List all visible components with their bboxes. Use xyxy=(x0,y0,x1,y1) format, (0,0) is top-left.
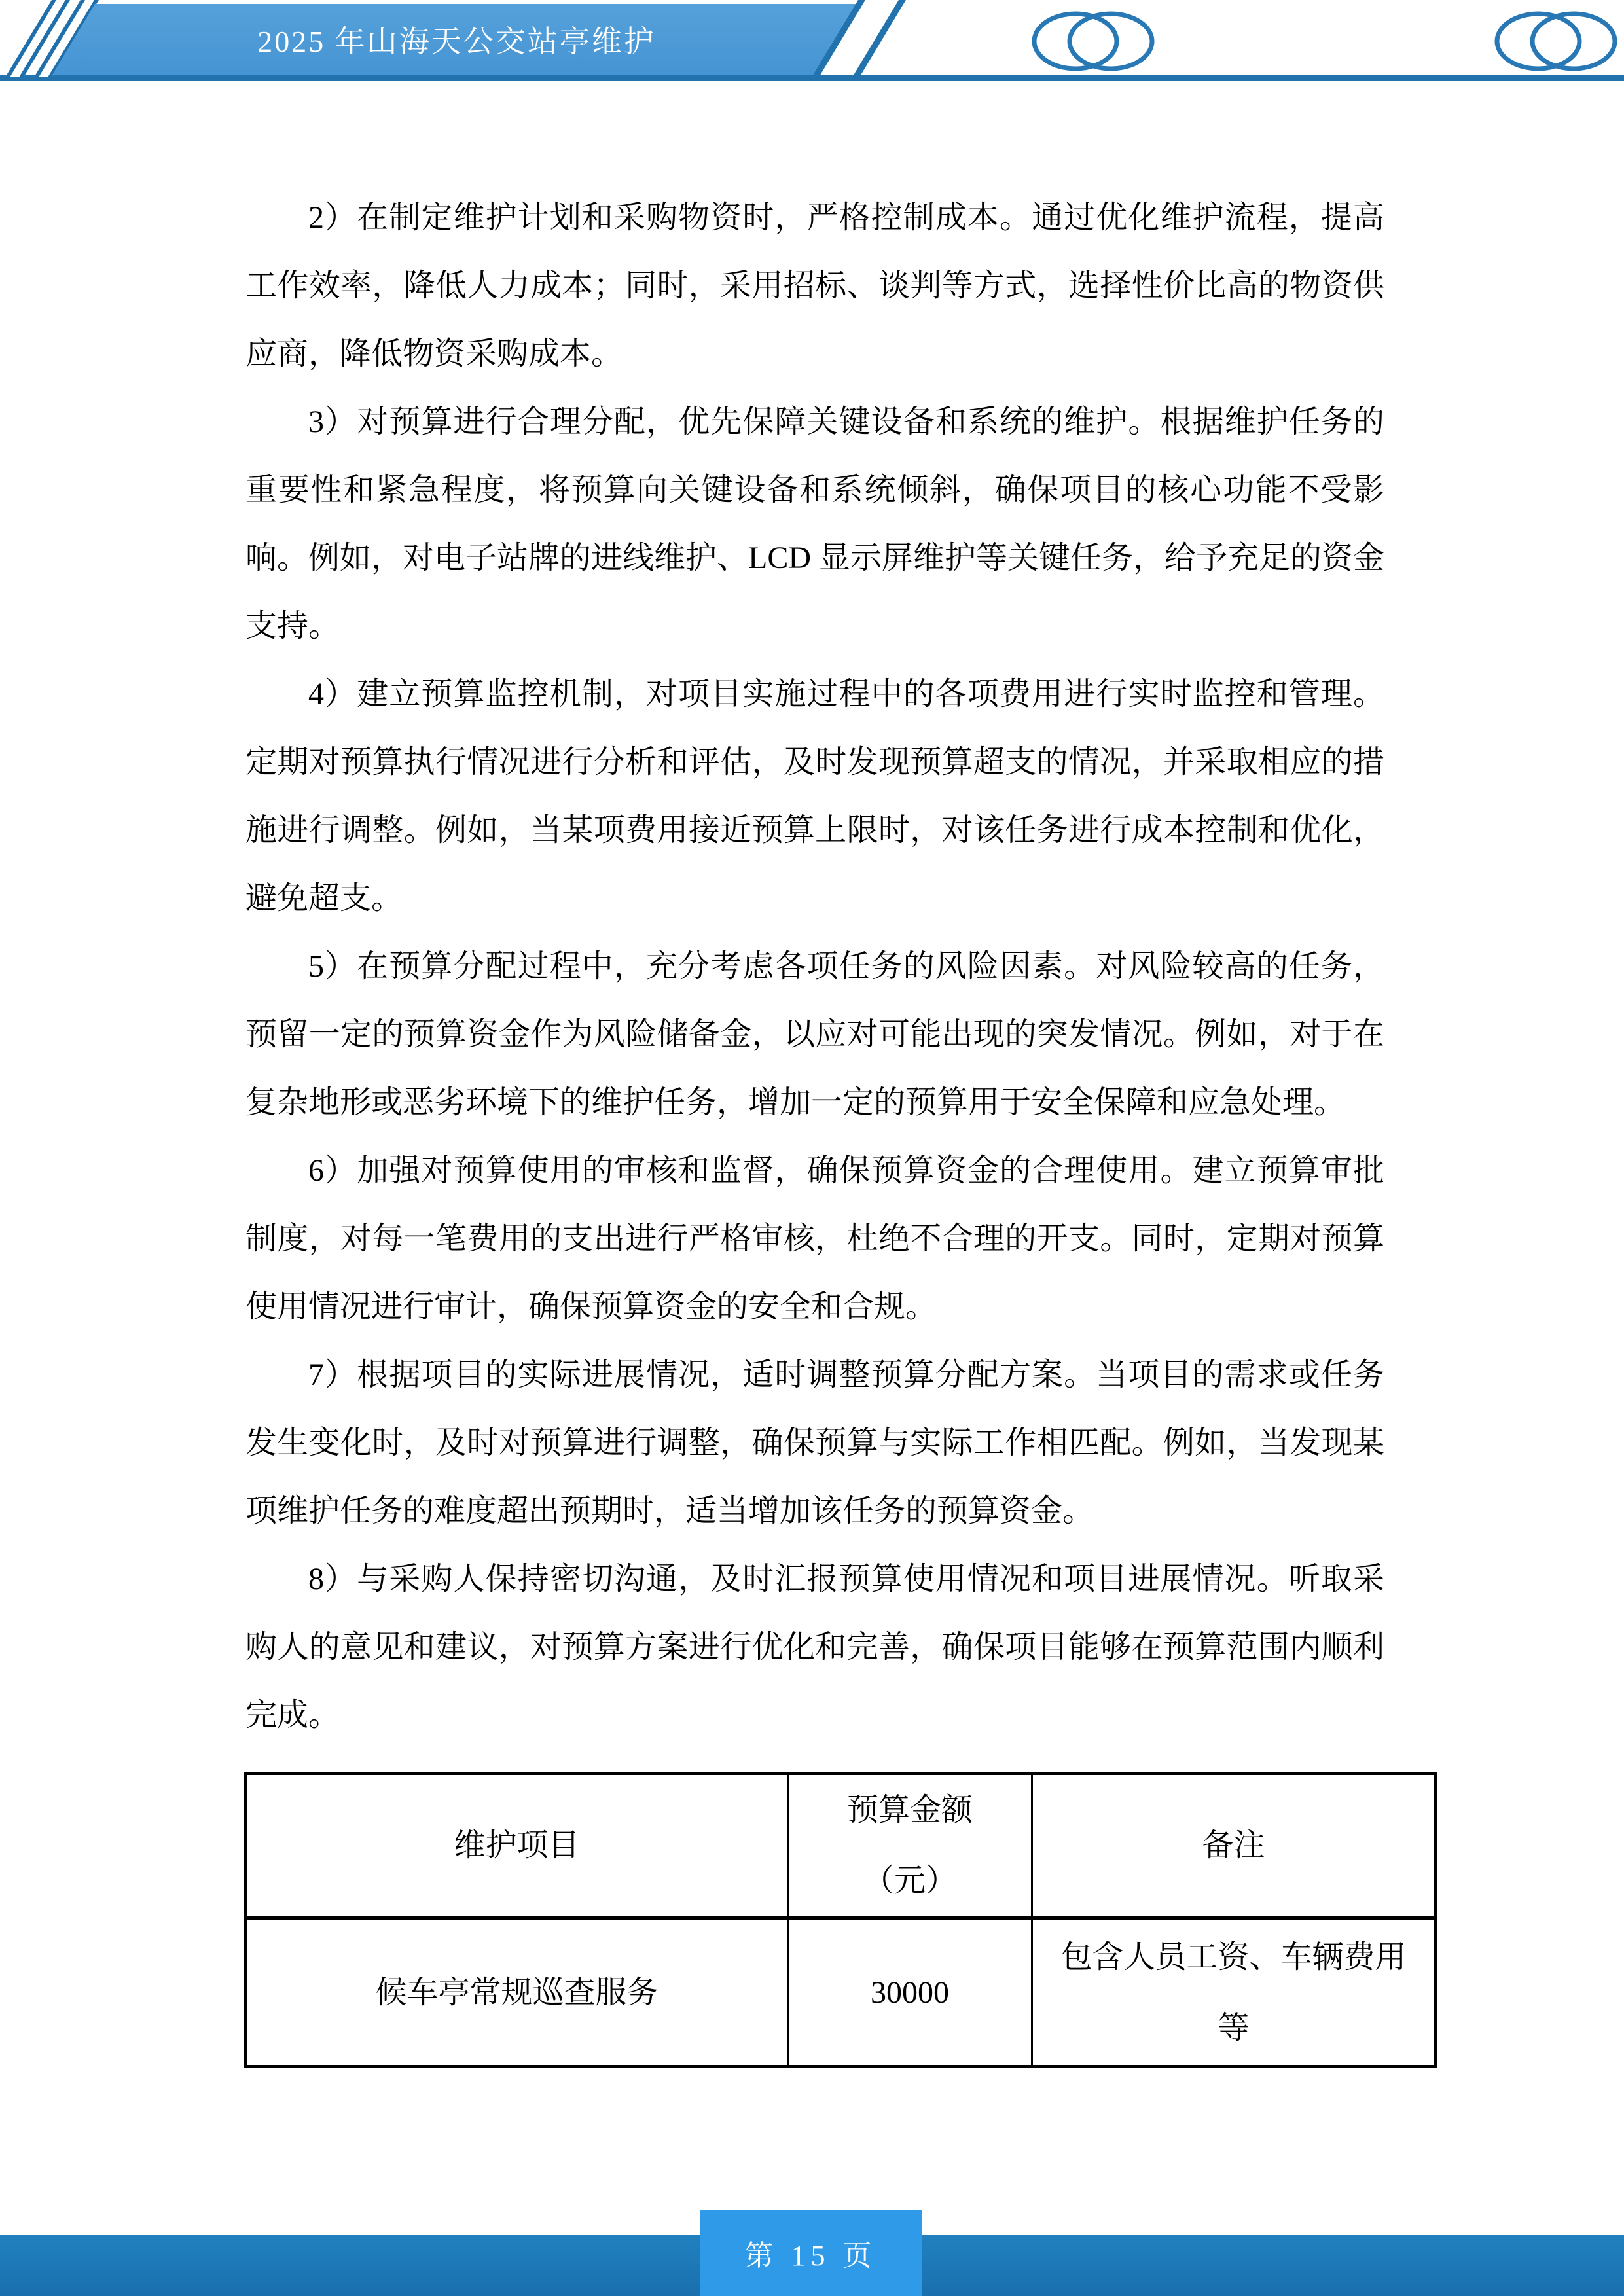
header-cell-text: 备注 xyxy=(1202,1828,1265,1863)
paragraph: 6）加强对预算使用的审核和监督，确保预算资金的合理使用。建立预算审批制度，对每一笔费用的支出进行严格审核，杜绝不合理的开支。同时，定期对预算使用情况进行审计，确保预算资金的安全和合规。 xyxy=(245,1153,1384,1324)
table-header-row xyxy=(245,1774,1435,1918)
column-header-project xyxy=(245,1774,788,1918)
paragraph: 2）在制定维护计划和采购物资时，严格控制成本。通过优化维护流程，提高工作效率，降低人力成本；同时，采用招标、谈判等方式，选择性价比高的物资供应商，降低物资采购成本。 xyxy=(245,200,1384,371)
paragraph: 7）根据项目的实际进展情况，适时调整预算分配方案。当项目的需求或任务发生变化时，及时对预算进行调整，确保预算与实际工作相匹配。例如，当发现某项维护任务的难度超出预期时，适当增加该任务的预算资金。 xyxy=(245,1357,1384,1528)
page-number-text: 第 15 页 xyxy=(744,2240,877,2272)
column-header-amount xyxy=(788,1774,1032,1918)
header-cell-text: 预算金额 xyxy=(846,1793,973,1827)
paragraph: 8）与采购人保持密切沟通，及时汇报预算使用情况和项目进展情况。听取采购人的意见和建议，对预算方案进行优化和完善，确保项目能够在预算范围内顺利完成。 xyxy=(245,1562,1384,1732)
page-header xyxy=(0,0,1624,86)
header-cell-text: （元） xyxy=(862,1863,957,1898)
paragraph: 5）在预算分配过程中，充分考虑各项任务的风险因素。对风险较高的任务，预留一定的预算资金作为风险储备金，以应对可能出现的突发情况。例如，对于在复杂地形或恶劣环境下的维护任务，增加一定的预算用于安全保障和应急处理。 xyxy=(245,949,1384,1120)
budget-table xyxy=(244,1772,1437,2068)
interlocked-circles-icon xyxy=(1497,14,1615,69)
remark-line: 等 xyxy=(1218,2010,1250,2045)
header-logos xyxy=(0,0,1624,86)
document-body xyxy=(245,184,1384,1749)
remark-line: 包含人员工资、车辆费用 xyxy=(1060,1939,1407,1975)
page-number-badge xyxy=(700,2210,922,2296)
cell-amount: 30000 xyxy=(788,1918,1032,2066)
header-cell-text: 维护项目 xyxy=(454,1828,580,1863)
page-title: 2025 年山海天公交站亭维护 xyxy=(257,25,656,58)
paragraph: 4）建立预算监控机制，对项目实施过程中的各项费用进行实时监控和管理。定期对预算执行情况进行分析和评估，及时发现预算超支的情况，并采取相应的措施进行调整。例如，当某项费用接近预算上限时，对该任务进行成本控制和优化，避免超支。 xyxy=(245,677,1384,916)
column-header-remark xyxy=(1032,1774,1436,1918)
cell-remark xyxy=(1032,1918,1436,2066)
table-row xyxy=(245,1918,1435,2066)
cell-project: 候车亭常规巡查服务 xyxy=(245,1918,788,2066)
interlocked-circles-icon xyxy=(1034,14,1152,69)
paragraph: 3）对预算进行合理分配，优先保障关键设备和系统的维护。根据维护任务的重要性和紧急程度，将预算向关键设备和系统倾斜，确保项目的核心功能不受影响。例如，对电子站牌的进线维护、LCD 显示屏维护等关键任务，给予充足的资金支持。 xyxy=(245,404,1385,643)
